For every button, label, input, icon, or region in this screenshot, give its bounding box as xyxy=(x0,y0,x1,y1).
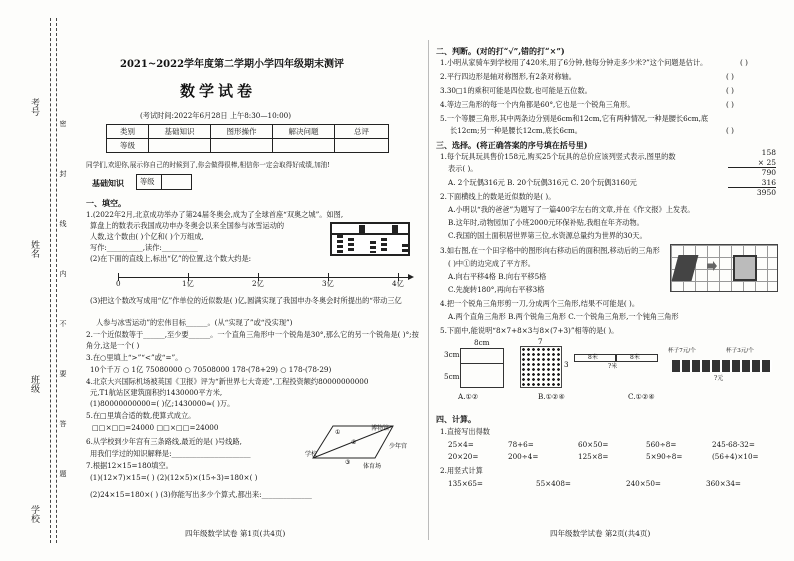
seal-dashed-line-2 xyxy=(56,18,57,543)
score-cell: 基础知识 xyxy=(149,125,211,139)
seal-char: 答 xyxy=(59,420,67,427)
score-cell: 图形操作 xyxy=(211,125,273,139)
q3-line: 10个千万 ○ 1亿 75080000 ○ 70508000 178-(78+29) ○ 178-(78-29) xyxy=(90,365,332,374)
judge-answer: ( ) xyxy=(740,58,748,67)
exam-time: (考试时间:2022年6月28日 上午8:30—10:00) xyxy=(140,111,292,120)
calc-item: 25×4= xyxy=(448,440,474,449)
q4-line: 4.北京大兴国际机场被英国《卫报》评为“新世界七大奇迹”,工程投资额约80000000000 xyxy=(86,377,369,386)
margin-label-name: 姓名 xyxy=(29,240,39,258)
seal-char: 题 xyxy=(59,470,67,477)
q6-line: 用我们学过的知识解释是:______________________ xyxy=(90,449,251,458)
choose5-option-c: C.①②④ xyxy=(628,392,655,401)
vm-line: × 25 xyxy=(728,158,776,169)
exam-title: 2021~2022学年度第二学期小学四年级期末测评 xyxy=(120,59,345,70)
fig-label: 8米 xyxy=(588,354,598,361)
seal-char: 封 xyxy=(59,170,67,177)
q1-line: (2)在下面的直线上,标出“亿”的位置,这个数大约是: xyxy=(90,254,252,263)
fig-label: 杯子3元/个 xyxy=(726,348,754,354)
score-cell xyxy=(335,139,389,153)
footer-left: 四年级数学试卷 第1页(共4页) xyxy=(185,529,286,538)
seal-dashed-line xyxy=(50,18,51,543)
score-cell xyxy=(273,139,335,153)
calc-item: (56+4)×10= xyxy=(712,452,759,461)
grade-label: 等级 xyxy=(140,177,155,186)
fig-label: 5cm xyxy=(444,372,460,381)
part-1-heading: 一、填空。 xyxy=(86,198,126,208)
map-label-museum: 博物馆 xyxy=(371,425,390,432)
vm-line: 3950 xyxy=(756,188,776,197)
calc-item: 245-68-32= xyxy=(712,440,755,449)
q1-line: 写作:__________,读作:__________ xyxy=(90,243,198,252)
number-line-tick: 0 xyxy=(116,279,121,288)
score-cell: 类别 xyxy=(107,125,149,139)
vm-line-circled: 316 xyxy=(728,178,776,189)
q5-line: □□×□□=24000 □□×□□=24000 xyxy=(92,423,219,432)
judge-item: 2.平行四边形是轴对称图形,有2条对称轴。 xyxy=(440,72,576,81)
score-table xyxy=(106,124,389,153)
seal-char: 密 xyxy=(59,120,67,127)
fig-label: ?米 xyxy=(608,363,618,370)
vertical-multiplication xyxy=(728,148,776,198)
choose-item: 表示( )。 xyxy=(448,164,478,173)
calc2-title: 2.用竖式计算 xyxy=(440,466,483,475)
route-label-3: ③ xyxy=(345,459,351,466)
score-cell: 总评 xyxy=(335,125,389,139)
vm-line: 158 xyxy=(761,148,776,157)
judge-answer: ( ) xyxy=(726,86,734,95)
q1-line: (3)把这个数改写成用“亿”作单位的近似数是( )亿,圆满实现了我国申办冬奥会时所提出的“带动三亿 xyxy=(90,296,402,305)
choose-item: 1.每个玩具玩具售价158元,购买25个玩具的总价应该列竖式表示,图里的数 xyxy=(440,152,676,161)
judge-item: 3.30□1的乘积可能是四位数,也可能是五位数。 xyxy=(440,86,592,95)
number-line-tick: 2亿 xyxy=(252,279,264,288)
route-label-1: ① xyxy=(335,429,341,436)
score-cell: 解决问题 xyxy=(273,125,335,139)
part-2-heading: 二、判断。(对的打“√”,错的打“×”) xyxy=(436,46,565,56)
q4-line: (1)80000000000=( )亿;1430000≈( )万。 xyxy=(90,399,235,408)
section-badge: 基础知识 xyxy=(92,178,124,188)
cup-row xyxy=(672,360,772,372)
q7-line: 7.根据12×15=180填空。 xyxy=(86,461,173,470)
encouragement-notice: 同学们,欢迎你,展示你自己的时候到了,你会做得很棒,相信你一定会取得好成绩,加油! xyxy=(86,161,330,169)
calc-item: 5×90÷8= xyxy=(646,452,683,461)
calc2-item: 360×34= xyxy=(706,479,741,488)
part-4-heading: 四、计算。 xyxy=(436,414,476,424)
choose-option: C.我国的国土面积居世界第三位,水资源总量约为世界的30天。 xyxy=(448,231,647,240)
fig-label: ?元 xyxy=(714,375,724,382)
route-label-2: ② xyxy=(351,439,357,446)
judge-answer: ( ) xyxy=(726,72,734,81)
calc2-item: 135×65= xyxy=(448,479,483,488)
fig-label: 3cm xyxy=(444,350,460,359)
choose-item: 5.下面中,能说明“8×7+8×3与8×(7+3)”相等的是( )。 xyxy=(440,326,619,335)
q7-line: (1)(12×7)×15=( ) (2)(12×5)×(15÷3)=180×( ) xyxy=(90,473,258,482)
abacus-figure xyxy=(330,222,410,256)
score-cell xyxy=(211,139,273,153)
judge-item: 1.小明从家骑车到学校用了420米,用了6分钟,他每分钟走多少米?”这个问题是估计。 xyxy=(440,58,708,67)
q1-line: 1.(2022年2月,北京成功举办了第24届冬奥会,成为了全球首座“双奥之城”。如图, xyxy=(86,210,344,219)
choose-item: ( )中①的边完成了平方形。 xyxy=(448,259,535,268)
calc-item: 560÷8= xyxy=(646,440,677,449)
margin-label-exam-number: 考号 xyxy=(29,98,39,116)
map-label-school: 学校 xyxy=(305,451,318,458)
seal-char: 不 xyxy=(59,320,67,327)
judge-item: 长12cm;另一种是腰长12cm,底长6cm。 xyxy=(450,126,582,135)
translation-grid xyxy=(670,244,778,292)
seal-char: 要 xyxy=(59,370,67,377)
calc-item: 200÷4= xyxy=(508,452,539,461)
shape-1 xyxy=(672,255,699,281)
calc-item: 125×8= xyxy=(578,452,609,461)
footer-right: 四年级数学试卷 第2页(共4页) xyxy=(550,529,651,538)
q1-line: 人参与冰雪运动”的宏伟目标______。(从“实现了”或“没实现”) xyxy=(96,318,293,327)
binding-margin xyxy=(0,0,72,561)
vm-line: 790 xyxy=(761,168,776,177)
part-3-heading: 三、选择。(将正确答案的序号填在括号里) xyxy=(436,140,588,150)
choose-item: 3.如右图,在一个田字格中的图形向右移动后的面积图,移动后的三角形 xyxy=(440,246,660,255)
fig-label: 7 xyxy=(538,337,543,346)
q4-line: 元,T1航站区建筑面积约1430000平方米, xyxy=(90,388,223,397)
fig-label: 3 xyxy=(564,360,569,369)
choose-option: A. 2个玩偶316元 B. 20个玩偶316元 C. 20个玩偶3160元 xyxy=(448,178,637,187)
q1-line: 人数,这个数由( )个亿和( )个万组成, xyxy=(90,232,204,241)
choose-item: 2.下面横线上的数是近似数的是( )。 xyxy=(440,192,556,201)
q7-line: (2)24×15=180×( ) (3)你能写出多少个算式,都出来:______________ xyxy=(90,490,312,499)
fig-cups xyxy=(668,346,778,386)
fig-dot-array xyxy=(520,346,562,388)
score-cell xyxy=(149,139,211,153)
choose5-option-a: A.①② xyxy=(458,392,479,401)
fig-label: 8cm xyxy=(474,338,490,347)
number-line-tick: 4亿 xyxy=(392,279,404,288)
number-line-tick: 1亿 xyxy=(182,279,194,288)
map-label-gym: 体育场 xyxy=(363,463,382,470)
calc2-item: 240×50= xyxy=(626,479,661,488)
choose-option: A.小明以“我的爸爸”为题写了一篇400字左右的文章,并在《作文报》上发表。 xyxy=(448,205,695,214)
score-cell: 等级 xyxy=(107,139,149,153)
calc2-item: 55×408= xyxy=(536,479,571,488)
calc-item: 78+6= xyxy=(508,440,534,449)
choose-item: 4.把一个锐角三角形剪一刀,分成两个三角形,结果不可能是( )。 xyxy=(440,299,640,308)
q2-line: 2.一个近似数等于______,至少要______。一个直角三角形中一个锐角是30°,那么它的另一个锐角是( )°;按角分,这是一个( ) xyxy=(86,330,419,350)
exam-subject: 数学试卷 xyxy=(180,82,257,100)
page-divider xyxy=(428,40,429,540)
choose-option: A.两个直角三角形 B.两个锐角三角形 C.一个锐角三角形,一个钝角三角形 xyxy=(448,312,679,321)
fig-label: 8米 xyxy=(630,354,640,361)
margin-label-class: 班级 xyxy=(29,375,39,393)
fig-bar-model xyxy=(574,348,660,372)
choose-option: B.这年时,动物园加了小班2000元环保补贴,我组在年齐动物。 xyxy=(448,218,644,227)
number-line-tick: 3亿 xyxy=(322,279,334,288)
q3-line: 3.在○里填上“>”“<”或“=”。 xyxy=(86,353,183,362)
fig-rect-area xyxy=(460,348,504,388)
q1-line: 算盘上的数表示我国成功申办冬奥会以来全国参与冰雪运动的 xyxy=(90,221,285,230)
seal-char: 内 xyxy=(59,270,67,277)
margin-label-school: 学校 xyxy=(29,505,39,523)
shape-2 xyxy=(733,255,757,281)
arrow-icon xyxy=(707,261,717,271)
seal-char: 线 xyxy=(59,220,67,227)
map-label-palace: 少年宫 xyxy=(389,443,408,450)
calc1-title: 1.直接写出得数 xyxy=(440,427,490,436)
q6-line: 6.从学校到少年宫有三条路线,最近的是( )号线路, xyxy=(86,437,242,446)
judge-item: 5.一个等腰三角形,其中两条边分别是6cm和12cm,它有两种情况,一种是腰长6cm,底 xyxy=(440,114,709,123)
judge-answer: ( ) xyxy=(726,126,734,135)
calc-item: 20×20= xyxy=(448,452,479,461)
grade-box xyxy=(136,174,192,190)
number-line xyxy=(118,268,414,292)
choose-option: C.先旋转180°,再向右平移3格 xyxy=(448,285,545,294)
choose5-option-b: B.①②④ xyxy=(538,392,565,401)
fig-label: 杯子7元/个 xyxy=(668,348,696,354)
q5-line: 5.在□里填合适的数,使算式成立。 xyxy=(86,411,196,420)
judge-answer: ( ) xyxy=(726,100,734,109)
calc-item: 60×50= xyxy=(578,440,609,449)
choose-option: A.向右平移4格 B.向右平移5格 xyxy=(448,272,547,281)
judge-item: 4.等边三角形的每一个内角都是60°,它也是一个锐角三角形。 xyxy=(440,100,635,109)
route-map xyxy=(305,420,415,472)
